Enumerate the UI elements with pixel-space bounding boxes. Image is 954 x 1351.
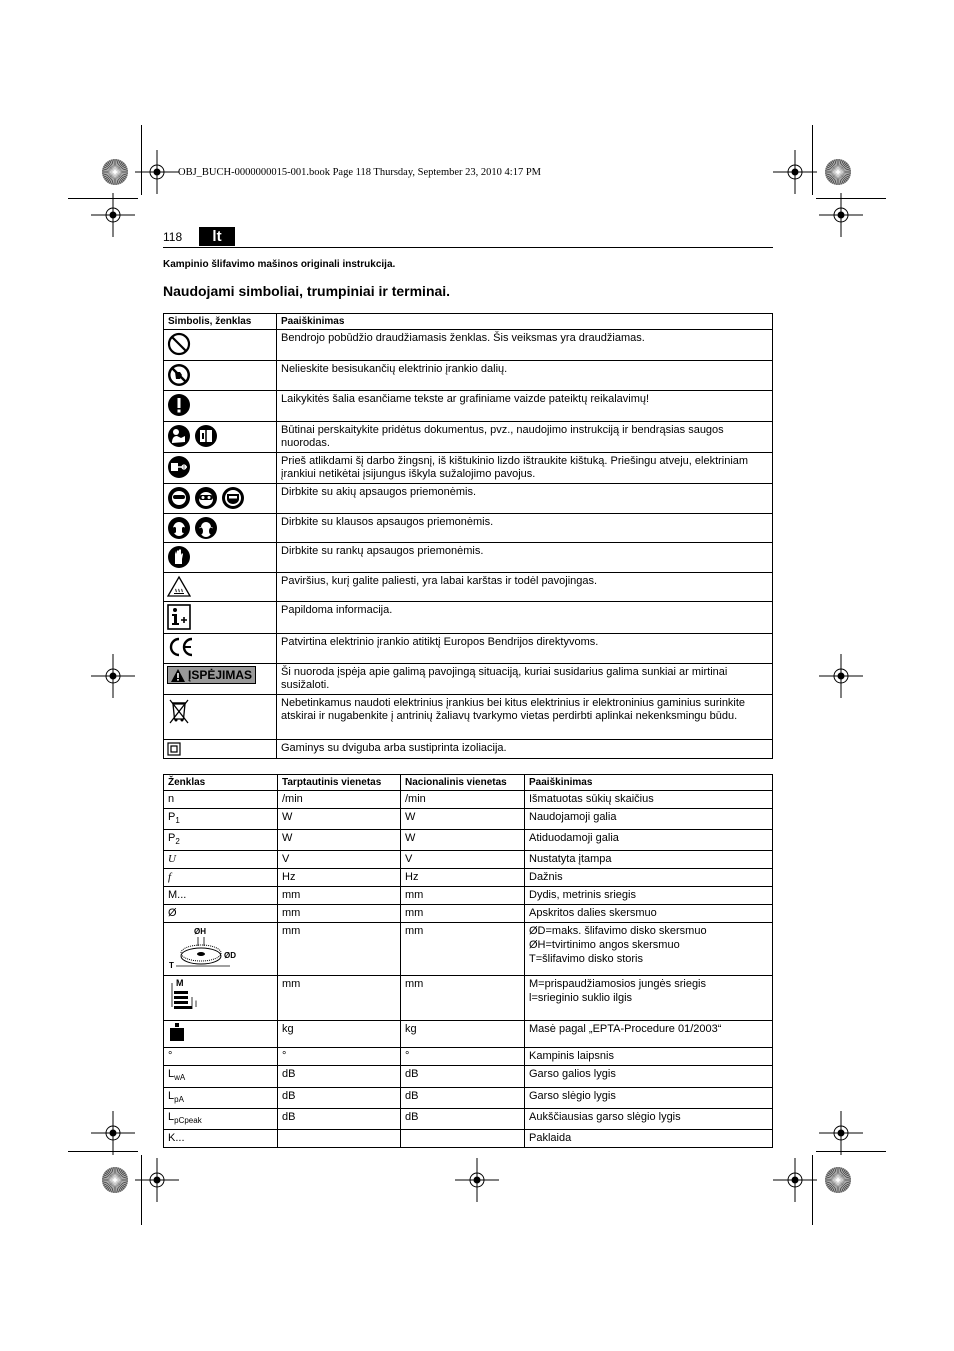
international-unit-cell: mm <box>278 976 401 1021</box>
units-row <box>164 905 773 923</box>
gloves-icon <box>167 545 191 569</box>
symbols-row <box>164 330 773 361</box>
header-rule <box>163 247 773 248</box>
national-unit-cell: mm <box>401 905 525 923</box>
explanation-cell: Būtinai perskaitykite pridėtus dokumentus, pvz., naudojimo instrukciją ir bendrąsias saugos nuorodas. <box>277 422 773 453</box>
national-unit-cell: mm <box>401 923 525 976</box>
unit-symbol-cell <box>164 887 278 905</box>
units-row <box>164 1066 773 1087</box>
explanation-cell: Prieš atlikdami šį darbo žingsnį, iš kištukinio lizdo ištraukite kištuką. Priešingu atveju, elektriniam įrankiui netikėtai įsijungus iškyla sužalojimo pavojus. <box>277 453 773 484</box>
international-unit-cell: W <box>278 830 401 851</box>
international-unit-cell: W <box>278 809 401 830</box>
unit-explanation-line: Atiduodamoji galia <box>529 832 619 845</box>
unit-symbol-subscript: wA <box>174 1073 186 1083</box>
unit-symbol: P <box>168 811 176 823</box>
unit-explanation-cell <box>525 1021 773 1048</box>
symbol-cell <box>164 484 277 514</box>
units-table <box>163 774 773 1148</box>
thread-dimensions-icon <box>168 978 208 1018</box>
explanation-cell: Dirbkite su akių apsaugos priemonėmis. <box>277 484 773 514</box>
unit-explanation-cell <box>525 905 773 923</box>
language-badge: lt <box>199 227 235 246</box>
unit-symbol: U <box>168 853 176 866</box>
unit-explanation-line: Naudojamoji galia <box>529 811 617 823</box>
international-unit-cell: mm <box>278 887 401 905</box>
units-row <box>164 1129 773 1147</box>
svg-text:M: M <box>176 978 184 989</box>
unit-explanation-cell <box>525 976 773 1021</box>
page-number: 118 <box>163 230 183 244</box>
unit-explanation-cell <box>525 1066 773 1087</box>
unit-symbol-cell <box>164 1048 278 1066</box>
international-unit-cell <box>278 1129 401 1147</box>
symbols-row <box>164 453 773 484</box>
svg-text:l: l <box>195 999 197 1010</box>
symbol-cell <box>164 740 277 759</box>
units-row <box>164 1021 773 1048</box>
units-row <box>164 791 773 809</box>
international-unit-cell: V <box>278 851 401 869</box>
national-unit-cell: mm <box>401 887 525 905</box>
unit-explanation-line: Masė pagal „EPTA-Procedure 01/2003“ <box>529 1023 722 1036</box>
unit-explanation-cell <box>525 1087 773 1108</box>
explanation-cell: Nebetinkamus naudoti elektrinius įrankius bei kitus elektrinius ir elektroninius gaminius surinkite atskirai ir nugabenkite į antrinių žaliavų tvarkymo vietas perdirbti aplinkai nekenksmingu būdu. <box>277 695 773 740</box>
grinding-disc-dimensions-icon <box>168 927 240 973</box>
unit-symbol: L <box>168 1110 175 1123</box>
unit-explanation-cell <box>525 851 773 869</box>
goggles-icon <box>194 486 218 510</box>
symbol-cell <box>164 361 277 391</box>
symbol-cell <box>164 514 277 543</box>
unit-explanation-line: T=šlifavimo disko storis <box>529 953 644 966</box>
explanation-cell: Dirbkite su klausos apsaugos priemonėmis. <box>277 514 773 543</box>
unit-symbol-cell <box>164 791 278 809</box>
international-unit-cell: ° <box>278 1048 401 1066</box>
symbol-cell <box>164 543 277 573</box>
explanation-cell: Gaminys su dviguba arba sustiprinta izoliacija. <box>277 740 773 759</box>
no-touch-rotating-parts-icon <box>167 363 191 387</box>
unit-symbol: K... <box>168 1131 185 1144</box>
national-unit-cell <box>401 1129 525 1147</box>
international-unit-cell: dB <box>278 1108 401 1129</box>
unit-explanation-line: Garso slėgio lygis <box>529 1089 616 1102</box>
explanation-cell: Papildoma informacija. <box>277 602 773 634</box>
national-unit-cell: kg <box>401 1021 525 1048</box>
unit-symbol-cell <box>164 809 278 830</box>
explanation-cell: Laikykitės šalia esančiame tekste ar grafiniame vaizde pateiktų reikalavimų! <box>277 391 773 422</box>
units-header-national: Nacionalinis vienetas <box>401 775 525 791</box>
units-row <box>164 976 773 1021</box>
national-unit-cell: /min <box>401 791 525 809</box>
unit-symbol-cell <box>164 1066 278 1087</box>
international-unit-cell: dB <box>278 1066 401 1087</box>
international-unit-cell: mm <box>278 905 401 923</box>
unit-symbol: n <box>168 793 175 805</box>
unit-symbol-cell <box>164 1021 278 1048</box>
symbol-cell <box>164 695 277 740</box>
exclamation-icon <box>167 393 191 417</box>
symbols-row <box>164 695 773 740</box>
unit-symbol-subscript: 2 <box>175 837 180 847</box>
symbols-row <box>164 361 773 391</box>
symbols-table <box>163 313 773 759</box>
unplug-icon <box>167 455 191 479</box>
face-shield-icon <box>221 486 245 510</box>
symbol-cell <box>164 634 277 664</box>
international-unit-cell: mm <box>278 923 401 976</box>
symbol-cell <box>164 453 277 484</box>
symbol-cell <box>164 391 277 422</box>
national-unit-cell: dB <box>401 1108 525 1129</box>
national-unit-cell: W <box>401 809 525 830</box>
explanation-cell: Dirbkite su rankų apsaugos priemonėmis. <box>277 543 773 573</box>
unit-symbol: L <box>168 1089 175 1102</box>
symbols-header-symbol: Simbolis, ženklas <box>164 314 277 330</box>
units-header-explanation: Paaiškinimas <box>525 775 773 791</box>
unit-explanation-line: Garso galios lygis <box>529 1068 616 1081</box>
ear-protection-icon <box>167 516 191 540</box>
international-unit-cell: kg <box>278 1021 401 1048</box>
weight-icon <box>168 1033 186 1045</box>
file-info: OBJ_BUCH-0000000015-001.book Page 118 Thursday, September 23, 2010 4:17 PM <box>178 167 542 178</box>
unit-symbol: L <box>168 1068 175 1081</box>
international-unit-cell: dB <box>278 1087 401 1108</box>
unit-explanation-cell <box>525 1129 773 1147</box>
svg-text:T: T <box>169 961 174 971</box>
units-row <box>164 869 773 887</box>
symbol-cell <box>164 330 277 361</box>
national-unit-cell: Hz <box>401 869 525 887</box>
unit-explanation-cell <box>525 830 773 851</box>
units-row <box>164 809 773 830</box>
warning-label <box>167 666 256 684</box>
unit-symbol-subscript: 1 <box>175 816 180 826</box>
symbols-row <box>164 634 773 664</box>
symbols-header-explanation: Paaiškinimas <box>277 314 773 330</box>
unit-explanation-line: Paklaida <box>529 1131 572 1144</box>
units-header-international: Tarptautinis vienetas <box>278 775 401 791</box>
unit-explanation-line: Aukščiausias garso slėgio lygis <box>529 1110 681 1123</box>
national-unit-cell: ° <box>401 1048 525 1066</box>
symbols-row <box>164 573 773 602</box>
unit-symbol-cell <box>164 923 278 976</box>
section-title: Naudojami simboliai, trumpiniai ir terminai. <box>163 283 451 299</box>
explanation-cell: Bendrojo pobūdžio draudžiamasis ženklas. Šis veiksmas yra draudžiamas. <box>277 330 773 361</box>
ce-mark-icon <box>167 636 195 658</box>
unit-explanation-cell <box>525 1048 773 1066</box>
ear-muffs-icon <box>194 516 218 540</box>
unit-symbol-cell <box>164 869 278 887</box>
document-subtitle: Kampinio šlifavimo mašinos originali instrukcija. <box>163 259 396 270</box>
unit-explanation-line: Apskritos dalies skersmuo <box>529 907 657 920</box>
unit-symbol: Ø <box>168 907 177 920</box>
unit-symbol: f <box>168 871 172 884</box>
symbols-row <box>164 422 773 453</box>
unit-explanation-cell <box>525 809 773 830</box>
unit-symbol-cell <box>164 1087 278 1108</box>
units-row <box>164 830 773 851</box>
unit-symbol-subscript: pCpeak <box>174 1115 202 1125</box>
unit-symbol-cell <box>164 1129 278 1147</box>
explanation-cell: Patvirtina elektrinio įrankio atitiktį Europos Bendrijos direktyvoms. <box>277 634 773 664</box>
units-row <box>164 887 773 905</box>
unit-explanation-line: Dydis, metrinis sriegis <box>529 889 636 902</box>
symbols-row <box>164 602 773 634</box>
unit-symbol-cell <box>164 851 278 869</box>
safety-glasses-icon <box>167 486 191 510</box>
national-unit-cell: dB <box>401 1087 525 1108</box>
info-plus-icon <box>167 604 191 630</box>
warning-label-text: ĮSPĖJIMAS <box>188 668 253 682</box>
symbol-cell <box>164 573 277 602</box>
unit-explanation-cell <box>525 923 773 976</box>
unit-symbol-cell <box>164 1108 278 1129</box>
unit-symbol: P <box>168 832 176 845</box>
national-unit-cell: V <box>401 851 525 869</box>
symbol-cell <box>164 422 277 453</box>
symbol-cell <box>164 602 277 634</box>
explanation-cell: Nelieskite besisukančių elektrinio įrankio dalių. <box>277 361 773 391</box>
unit-symbol-subscript: pA <box>174 1094 184 1104</box>
unit-explanation-line: Dažnis <box>529 871 563 884</box>
units-row <box>164 1108 773 1129</box>
units-row <box>164 1048 773 1066</box>
symbols-row <box>164 391 773 422</box>
unit-explanation-cell <box>525 1108 773 1129</box>
units-row <box>164 923 773 976</box>
read-instructions-icon <box>167 424 191 448</box>
units-row <box>164 1087 773 1108</box>
svg-text:ØH: ØH <box>194 927 206 937</box>
units-row <box>164 851 773 869</box>
unit-symbol-cell <box>164 976 278 1021</box>
hot-surface-icon <box>167 575 191 599</box>
weee-bin-icon <box>167 697 191 725</box>
unit-explanation-line: Išmatuotas sūkių skaičius <box>529 793 654 805</box>
explanation-cell: Paviršius, kurį galite paliesti, yra labai karštas ir todėl pavojingas. <box>277 573 773 602</box>
unit-symbol: ° <box>168 1050 173 1063</box>
manual-book-icon <box>194 424 218 448</box>
symbols-row <box>164 740 773 759</box>
unit-explanation-line: M=prispaudžiamosios jungės sriegis <box>529 978 706 991</box>
prohibition-icon <box>167 332 191 356</box>
national-unit-cell: dB <box>401 1066 525 1087</box>
symbols-row <box>164 484 773 514</box>
symbols-row <box>164 543 773 573</box>
unit-explanation-line: ØH=tvirtinimo angos skersmuo <box>529 939 680 952</box>
unit-symbol: M... <box>168 889 187 902</box>
unit-explanation-cell <box>525 869 773 887</box>
international-unit-cell: Hz <box>278 869 401 887</box>
unit-explanation-line: l=srieginio suklio ilgis <box>529 992 633 1005</box>
international-unit-cell: /min <box>278 791 401 809</box>
unit-explanation-cell <box>525 887 773 905</box>
unit-explanation-line: ØD=maks. šlifavimo disko skersmuo <box>529 925 707 938</box>
unit-explanation-cell <box>525 791 773 809</box>
national-unit-cell: W <box>401 830 525 851</box>
explanation-cell: Ši nuoroda įspėja apie galimą pavojingą situaciją, kuriai susidarius galima sunkiai ar mirtinai susižaloti. <box>277 664 773 695</box>
units-header-symbol: Ženklas <box>164 775 278 791</box>
unit-symbol-cell <box>164 830 278 851</box>
symbol-cell <box>164 664 277 695</box>
national-unit-cell: mm <box>401 976 525 1021</box>
unit-symbol-cell <box>164 905 278 923</box>
warning-triangle-icon <box>171 669 185 682</box>
double-insulation-icon <box>167 742 181 756</box>
svg-text:ØD: ØD <box>224 951 236 961</box>
symbols-row <box>164 664 773 695</box>
unit-explanation-line: Nustatyta įtampa <box>529 853 612 866</box>
unit-explanation-line: Kampinis laipsnis <box>529 1050 614 1063</box>
symbols-row <box>164 514 773 543</box>
